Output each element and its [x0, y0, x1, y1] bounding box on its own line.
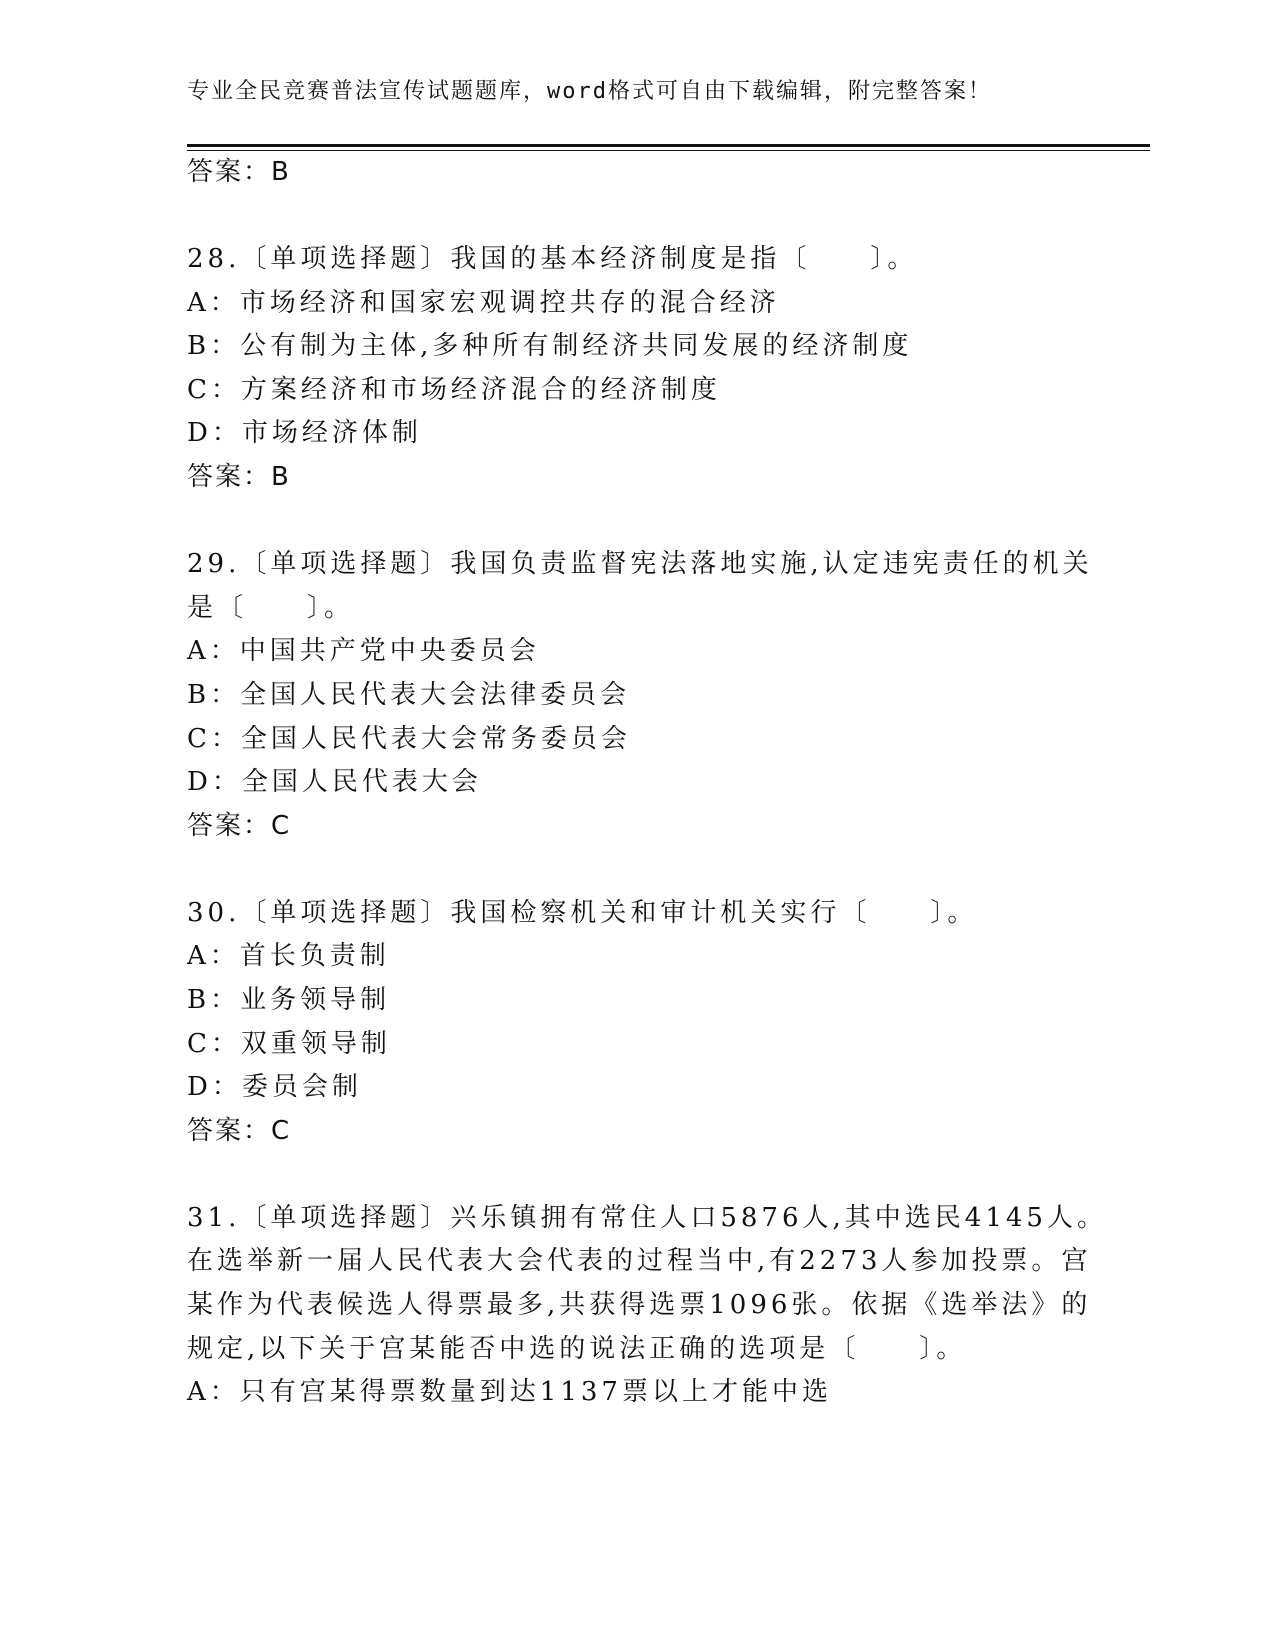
question-stem-continued: 是〔 〕。 — [187, 593, 355, 623]
header-rule-thin — [187, 150, 1150, 151]
page-header: 专业全民竞赛普法宣传试题题库，word格式可自由下载编辑，附完整答案！ — [187, 79, 992, 104]
option-b: B：全国人民代表大会法律委员会 — [187, 680, 631, 710]
answer-line: 答案：C — [187, 811, 292, 841]
question-stem-continued: 某作为代表候选人得票最多,共获得选票1096张。依据《选举法》的 — [187, 1290, 1092, 1320]
answer-line: 答案：B — [187, 462, 291, 492]
option-d: D：委员会制 — [187, 1072, 362, 1102]
option-c: C：方案经济和市场经济混合的经济制度 — [187, 375, 721, 405]
option-b: B：业务领导制 — [187, 985, 391, 1015]
question-stem: 31.〔单项选择题〕兴乐镇拥有常住人口5876人,其中选民4145人。 — [187, 1203, 1107, 1233]
option-a: A：首长负责制 — [187, 941, 390, 971]
answer-line: 答案：B — [187, 157, 291, 187]
question-stem: 29.〔单项选择题〕我国负责监督宪法落地实施,认定违宪责任的机关 — [187, 549, 1093, 579]
option-a: A：中国共产党中央委员会 — [187, 636, 540, 666]
question-stem: 28.〔单项选择题〕我国的基本经济制度是指〔 〕。 — [187, 244, 918, 274]
header-rule-thick — [187, 144, 1150, 147]
option-c: C：全国人民代表大会常务委员会 — [187, 724, 631, 754]
option-d: D：市场经济体制 — [187, 418, 422, 448]
option-b: B：公有制为主体,多种所有制经济共同发展的经济制度 — [187, 331, 913, 361]
option-a: A：只有宫某得票数量到达1137票以上才能中选 — [187, 1377, 832, 1407]
option-c: C：双重领导制 — [187, 1029, 391, 1059]
answer-line: 答案：C — [187, 1116, 292, 1146]
question-stem-continued: 在选举新一届人民代表大会代表的过程当中,有2273人参加投票。宫 — [187, 1246, 1092, 1276]
question-stem: 30.〔单项选择题〕我国检察机关和审计机关实行〔 〕。 — [187, 898, 978, 928]
question-stem-continued: 规定,以下关于宫某能否中选的说法正确的选项是〔 〕。 — [187, 1334, 967, 1364]
option-d: D：全国人民代表大会 — [187, 767, 482, 797]
option-a: A：市场经济和国家宏观调控共存的混合经济 — [187, 288, 780, 318]
